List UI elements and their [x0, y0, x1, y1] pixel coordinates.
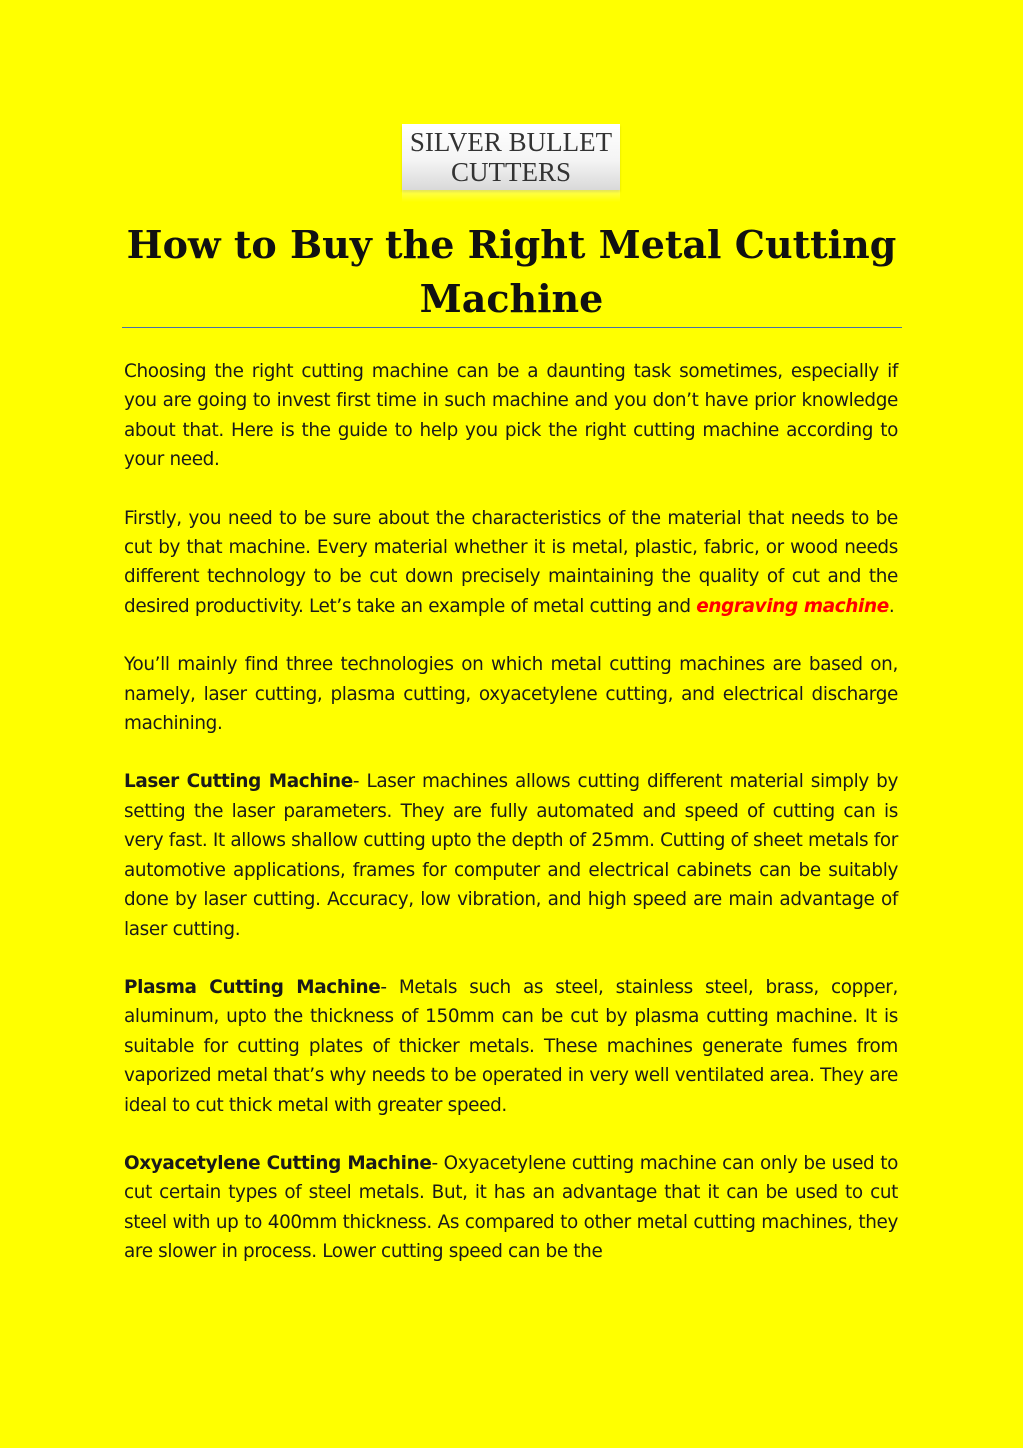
- intro-paragraph: Choosing the right cutting machine can be a daunting task sometimes, especially if you are going to invest first time in such machine and you don’t have prior knowledge about that. Here is the guide to help you pick the right cutting machine according to your need.: [124, 361, 898, 471]
- title-divider: [122, 327, 902, 328]
- engraving-machine-link[interactable]: engraving machine: [696, 595, 889, 617]
- laser-text: - Laser machines allows cutting different material simply by setting the laser parameters. They are fully automated and speed of cutting can is very fast. It allows shallow cutting upto the depth of 25mm. Cutting of sheet metals for automotive applications, frames for computer and electrical cabinets can be suitably done by laser cutting. Accuracy, low vibration, and high speed are main advantage of laser cutting.: [124, 771, 898, 940]
- laser-paragraph: [124, 767, 898, 943]
- article-body: [124, 357, 898, 1296]
- plasma-text: - Metals such as steel, stainless steel, brass, copper, aluminum, upto the thickness of 150mm can be cut by plasma cutting machine. It is suitable for cutting plates of thicker metals. These machines generate fumes from vaporized metal that’s why needs to be operated in very well ventilated area. They are ideal to cut thick metal with greater speed.: [124, 976, 898, 1116]
- page-title: How to Buy the Right Metal Cutting Machine: [126, 222, 897, 321]
- oxyacetylene-paragraph: [124, 1149, 898, 1267]
- oxyacetylene-heading: Oxyacetylene Cutting Machine: [124, 1152, 432, 1174]
- materials-paragraph: [124, 504, 898, 622]
- plasma-paragraph: [124, 973, 898, 1120]
- plasma-heading: Plasma Cutting Machine: [124, 976, 381, 998]
- logo-line-2: CUTTERS: [450, 157, 571, 187]
- materials-text: Firstly, you need to be sure about the characteristics of the material that needs to be cut by that machine. Every material whether it is metal, plastic, fabric, or wood needs different technology to be cut down precisely maintaining the quality of cut and the desired productivity. Let’s take an example of metal cutting and: [124, 507, 898, 617]
- technologies-paragraph: You’ll mainly find three technologies on which metal cutting machines are based on, namely, laser cutting, plasma cutting, oxyacetylene cutting, and electrical discharge machining.: [124, 654, 898, 735]
- logo-reflection: [402, 190, 620, 202]
- silver-bullet-cutters-logo: [402, 124, 620, 190]
- laser-heading: Laser Cutting Machine: [124, 771, 353, 793]
- logo-line-1: SILVER BULLET: [409, 127, 613, 157]
- oxyacetylene-text: - Oxyacetylene cutting machine can only be used to cut certain types of steel metals. But, it has an advantage that it can be used to cut steel with up to 400mm thickness. As compared to other metal cutting machines, they are slower in process. Lower cutting speed can be the: [124, 1152, 899, 1263]
- materials-end: .: [888, 595, 895, 617]
